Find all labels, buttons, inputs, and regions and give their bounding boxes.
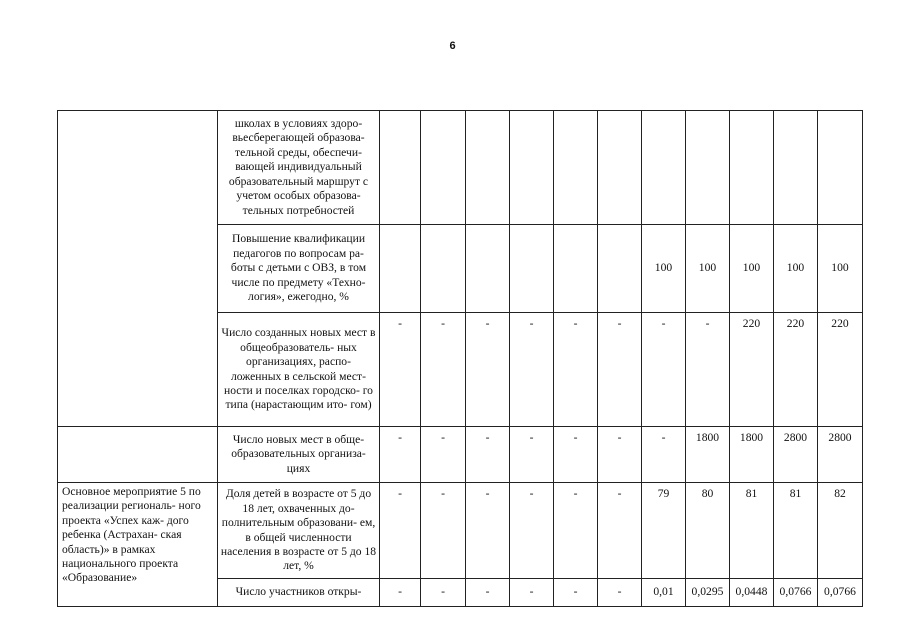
value-cell [818,111,863,225]
value-cell: 0,0766 [818,579,863,607]
value-cell: 0,0448 [730,579,774,607]
value-cell: 100 [730,225,774,313]
value-cell: - [510,427,554,483]
value-cell: 82 [818,483,863,579]
value-cell [554,225,598,313]
main-activity-cell-empty [58,427,218,483]
value-cell: - [510,579,554,607]
indicator-cell: Число участников откры- [218,579,380,607]
value-cell: 100 [818,225,863,313]
indicator-cell: Число созданных новых мест в общеобразователь- ных организациях, распо- ложенных в сельской мест- ности и поселках городско- го типа (нарастающим ито- гом) [218,313,380,427]
value-cell: 220 [774,313,818,427]
value-cell: - [466,483,510,579]
value-cell: 0,0766 [774,579,818,607]
value-cell [466,111,510,225]
value-cell: - [380,483,421,579]
value-cell [421,225,466,313]
value-cell [598,111,642,225]
value-cell [774,111,818,225]
value-cell [598,225,642,313]
value-cell: 1800 [730,427,774,483]
value-cell [642,111,686,225]
value-cell: 220 [818,313,863,427]
value-cell: 0,0295 [686,579,730,607]
page-number: 6 [449,40,456,52]
value-cell: - [421,427,466,483]
value-cell [686,111,730,225]
value-cell: 80 [686,483,730,579]
indicator-cell: Доля детей в возрасте от 5 до 18 лет, охваченных до- полнительным образовани- ем, в общей численности населения в возрасте от 5 до 18 лет, % [218,483,380,579]
value-cell: - [554,579,598,607]
value-cell: - [421,579,466,607]
value-cell [554,111,598,225]
value-cell: - [554,483,598,579]
value-cell: - [466,579,510,607]
value-cell: - [554,427,598,483]
value-cell: 100 [686,225,730,313]
value-cell: 220 [730,313,774,427]
value-cell: 2800 [774,427,818,483]
value-cell [730,111,774,225]
value-cell: - [554,313,598,427]
value-cell [380,225,421,313]
value-cell: - [642,313,686,427]
value-cell: - [510,313,554,427]
value-cell: - [598,483,642,579]
value-cell: - [510,483,554,579]
value-cell: - [466,313,510,427]
value-cell [421,111,466,225]
value-cell: - [466,427,510,483]
indicator-cell: школах в условиях здоро- вьесберегающей образова- тельной среды, обеспечи- вающей индивидуальный образовательный маршрут с учетом особых образова- тельных потребностей [218,111,380,225]
main-activity-cell: Основное мероприятие 5 по реализации региональ- ного проекта «Успех каж- дого ребенка (Астрахан- ская область)» в рамках национального проекта «Образование» [58,483,218,607]
value-cell: - [642,427,686,483]
value-cell: - [380,427,421,483]
value-cell: 81 [774,483,818,579]
value-cell: 100 [642,225,686,313]
main-activity-cell-empty [58,111,218,427]
value-cell: - [380,313,421,427]
value-cell: - [598,427,642,483]
value-cell: 0,01 [642,579,686,607]
value-cell: 100 [774,225,818,313]
value-cell: - [598,313,642,427]
value-cell: 81 [730,483,774,579]
value-cell: - [598,579,642,607]
indicator-cell: Повышение квалификации педагогов по вопросам ра- боты с детьми с ОВЗ, в том числе по предмету «Техно- логия», ежегодно, % [218,225,380,313]
value-cell: 2800 [818,427,863,483]
value-cell [380,111,421,225]
value-cell: 79 [642,483,686,579]
value-cell: - [421,483,466,579]
value-cell: - [380,579,421,607]
value-cell: - [421,313,466,427]
table-row [58,427,863,483]
value-cell [510,225,554,313]
value-cell [466,225,510,313]
table-row [58,111,863,225]
indicator-cell: Число новых мест в обще- образовательных организа- циях [218,427,380,483]
indicators-table [57,110,863,607]
value-cell: - [686,313,730,427]
table-row [58,483,863,579]
value-cell [510,111,554,225]
value-cell: 1800 [686,427,730,483]
